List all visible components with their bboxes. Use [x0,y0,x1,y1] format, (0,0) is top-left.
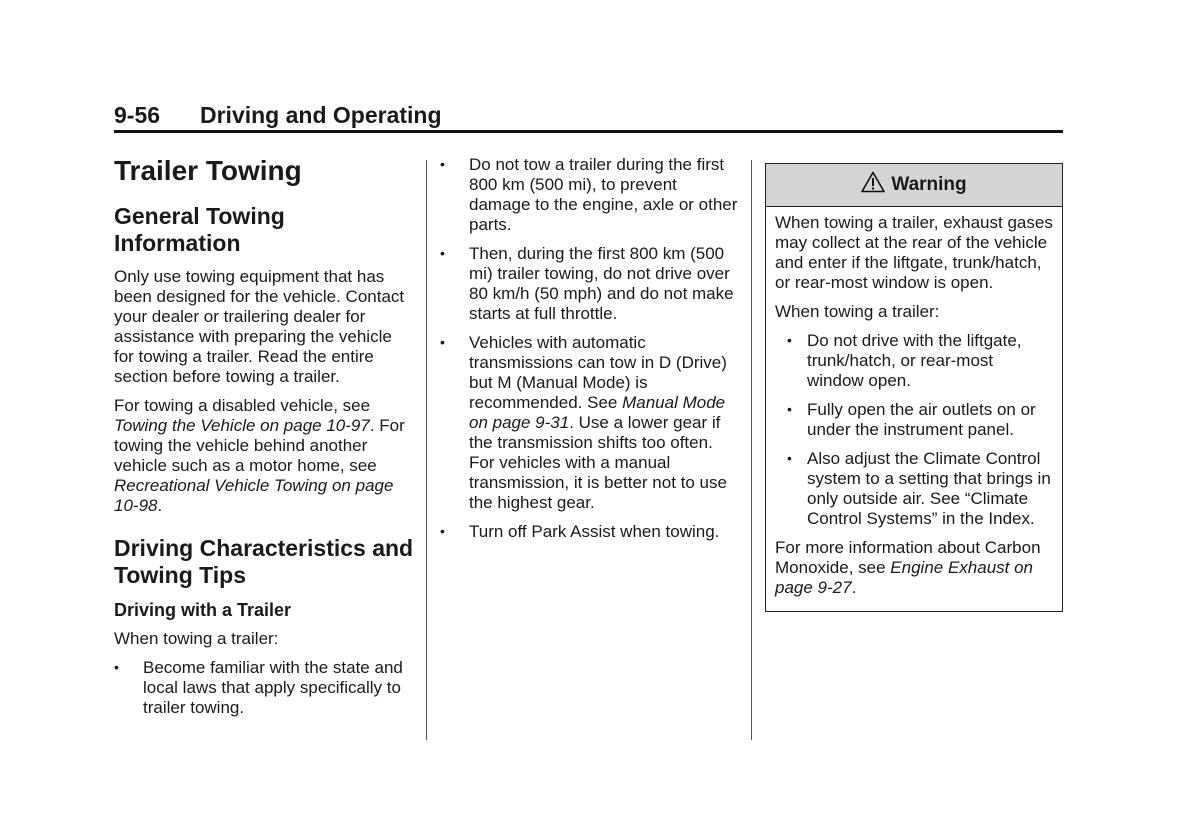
column-divider-1 [426,160,427,740]
list-item-text: Vehicles with automatic transmissions can tow in D (Drive) but M (Manual Mode) is recommended. See [469,333,727,412]
list-item [775,331,1053,391]
section-title: Driving and Operating [200,102,442,128]
list-item [114,658,414,718]
warning-header [766,164,1062,207]
text-run: . [851,578,857,597]
list-item [440,522,740,542]
warning-paragraph-2: When towing a trailer: [775,302,940,321]
manual-mode-link[interactable]: Manual Mode on page 9-31 [469,393,726,432]
driving-with-trailer-heading: Driving with a Trailer [114,600,292,620]
towing-vehicle-link[interactable]: Towing the Vehicle on page 10-97 [114,416,370,435]
text-run: . For towing the vehicle behind another vehicle such as a motor home, see [114,416,405,475]
page-number: 9-56 [114,102,161,128]
text-run: For towing a disabled vehicle, see [114,396,371,415]
bullet-icon: • [114,659,119,675]
page-header [114,100,1063,133]
warning-list [775,331,1053,529]
list-item-text: . Use a lower gear if the transmission shifts too often. For vehicles with a manual transmission, it is better not to use the highest gear. [469,413,727,512]
list-item-text: Do not tow a trailer during the first 800 km (500 mi), to prevent damage to the engine, axle or other parts. [469,155,738,234]
column-divider-2 [751,160,752,740]
warning-triangle-icon [861,171,885,193]
towing-tips-list [114,658,414,718]
list-item [775,400,1053,440]
warning-paragraph-1: When towing a trailer, exhaust gases may collect at the rear of the vehicle and enter if the liftgate, trunk/hatch, or rear-most window is open. [775,213,1053,292]
column-middle [440,155,740,551]
warning-title: Warning [891,174,967,195]
list-item-text: Fully open the air outlets on or under the instrument panel. [807,400,1036,439]
list-item [440,333,740,513]
recreational-towing-link[interactable]: Recreational Vehicle Towing on page 10-98 [114,476,394,515]
bullet-icon: • [787,401,792,417]
list-item-text: Then, during the first 800 km (500 mi) trailer towing, do not drive over 80 km/h (50 mph) and do not make starts at full throttle. [469,244,734,323]
list-item [775,449,1053,529]
bullet-icon: • [440,334,445,350]
bullet-icon: • [787,450,792,466]
driving-characteristics-heading: Driving Characteristics and Towing Tips [114,535,414,588]
list-item [440,155,740,235]
towing-tips-list-continued [440,155,740,542]
warning-box [765,163,1063,612]
list-item-text: Turn off Park Assist when towing. [469,522,720,541]
column-left [114,155,414,727]
page-title: Trailer Towing [114,155,302,186]
general-towing-heading: General Towing Information [114,203,285,256]
towing-intro-text: When towing a trailer: [114,629,279,648]
list-item-text: Also adjust the Climate Control system to a setting that brings in only outside air. See “Climate Control Systems” in the Index. [807,449,1051,528]
text-run: . [157,496,163,515]
general-towing-paragraph-2 [114,396,414,516]
warning-body [766,207,1062,611]
engine-exhaust-link[interactable]: Engine Exhaust on page 9-27 [775,558,1034,597]
bullet-icon: • [440,245,445,261]
list-item-text: Become familiar with the state and local laws that apply specifically to trailer towing. [143,658,403,717]
bullet-icon: • [440,523,445,539]
text-run: For more information about Carbon Monoxide, see [775,538,1041,577]
general-towing-paragraph-1: Only use towing equipment that has been designed for the vehicle. Contact your dealer or trailering dealer for assistance with preparing the vehicle for towing a trailer. Read the entire section before towing a trailer. [114,267,405,386]
list-item-text: Do not drive with the liftgate, trunk/hatch, or rear-most window open. [807,331,1022,390]
warning-paragraph-3 [775,538,1053,598]
bullet-icon: • [787,332,792,348]
list-item [440,244,740,324]
bullet-icon: • [440,156,445,172]
